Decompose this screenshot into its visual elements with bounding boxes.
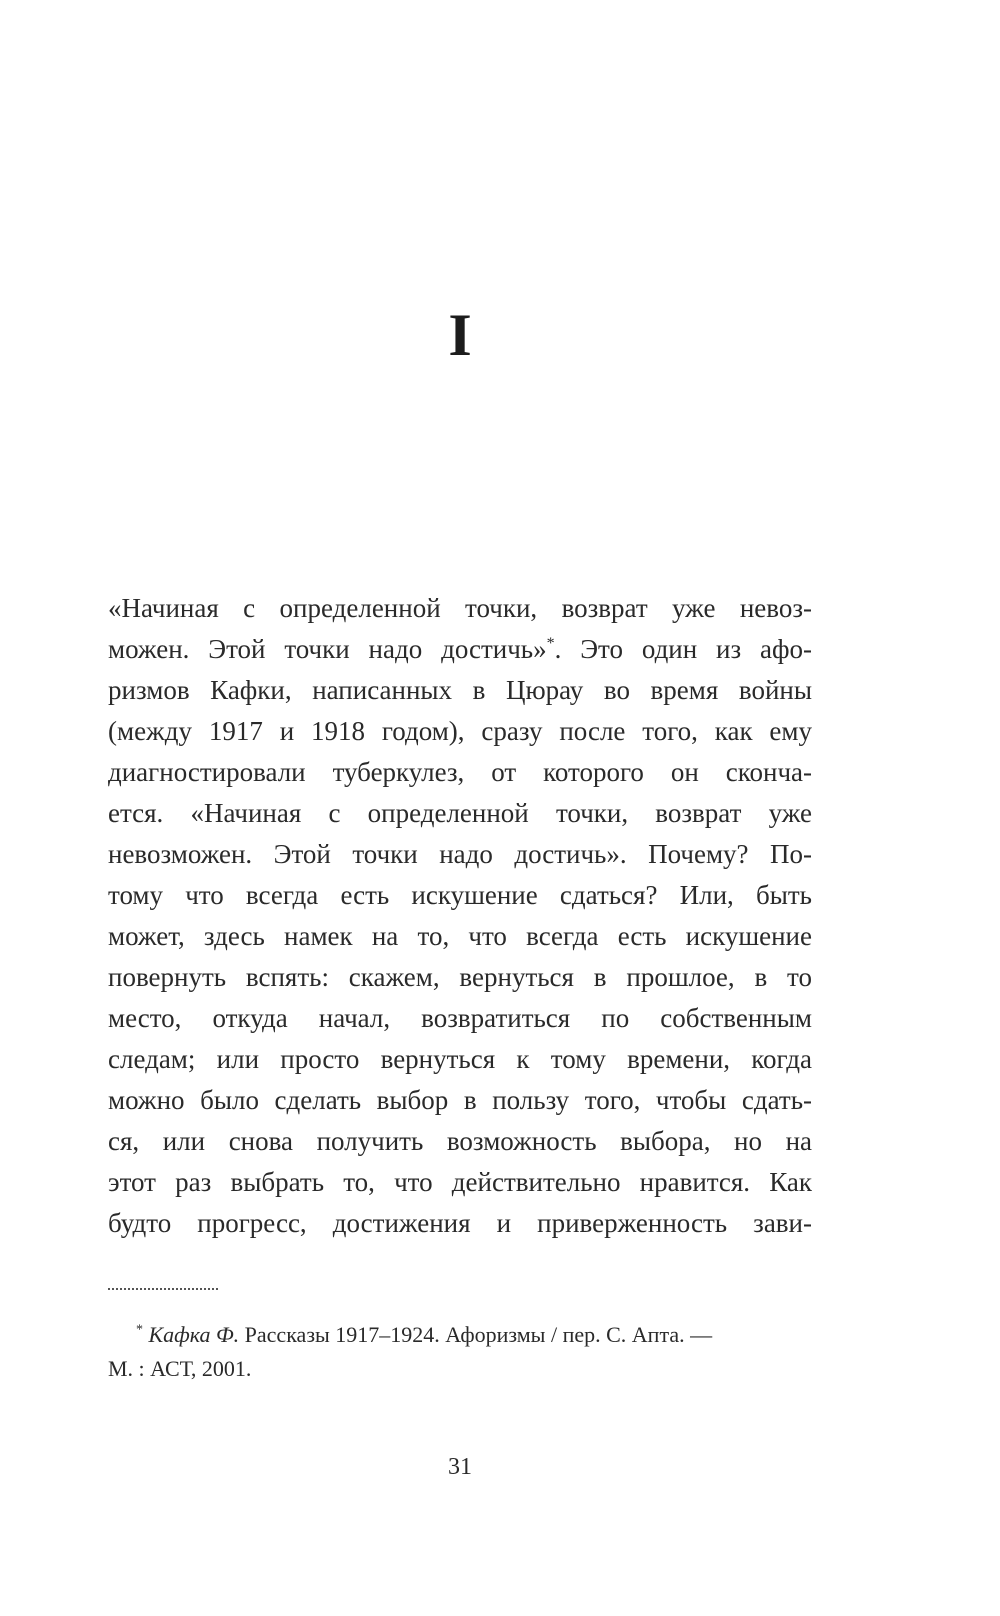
text-line: будто прогресс, достижения и приверженность зави- [108, 1208, 812, 1238]
body-text [108, 588, 812, 1244]
page-number: 31 [448, 1454, 472, 1480]
chapter-numeral: I [448, 302, 472, 368]
text-fragment: можен. Этой точки надо достичь» [108, 634, 547, 664]
footnote-divider [108, 1288, 218, 1290]
text-fragment: . Это один из афо- [554, 634, 812, 664]
text-line: (между 1917 и 1918 годом), сразу после того, как ему [108, 716, 812, 746]
text-line: «Начиная с определенной точки, возврат уже невоз- [108, 593, 812, 623]
footnote-line [108, 1318, 812, 1352]
text-line: этот раз выбрать то, что действительно нравится. Как [108, 1167, 812, 1197]
footnote-author: Кафка Ф. [148, 1322, 240, 1347]
text-line: невозможен. Этой точки надо достичь». Почему? По- [108, 839, 812, 869]
footnote-line: М. : АСТ, 2001. [108, 1356, 252, 1381]
text-line: ется. «Начиная с определенной точки, возврат уже [108, 798, 812, 828]
text-line: ся, или снова получить возможность выбора, но на [108, 1126, 812, 1156]
text-line: ризмов Кафки, написанных в Цюрау во время войны [108, 675, 812, 705]
footnote-text: Рассказы 1917–1924. Афоризмы / пер. С. Апта. — [239, 1322, 713, 1347]
text-line: следам; или просто вернуться к тому времени, когда [108, 1044, 812, 1074]
text-line: повернуть вспять: скажем, вернуться в прошлое, в то [108, 962, 812, 992]
text-line: место, откуда начал, возвратиться по собственным [108, 1003, 812, 1033]
text-line [108, 629, 812, 670]
footnote-reference[interactable]: * [546, 635, 555, 652]
text-line: тому что всегда есть искушение сдаться? Или, быть [108, 880, 812, 910]
text-line: диагностировали туберкулез, от которого он сконча- [108, 757, 812, 787]
text-line: может, здесь намек на то, что всегда есть искушение [108, 921, 812, 951]
text-line: можно было сделать выбор в пользу того, чтобы сдать- [108, 1085, 812, 1115]
footnote [108, 1318, 812, 1386]
footnote-mark: * [136, 1322, 143, 1338]
